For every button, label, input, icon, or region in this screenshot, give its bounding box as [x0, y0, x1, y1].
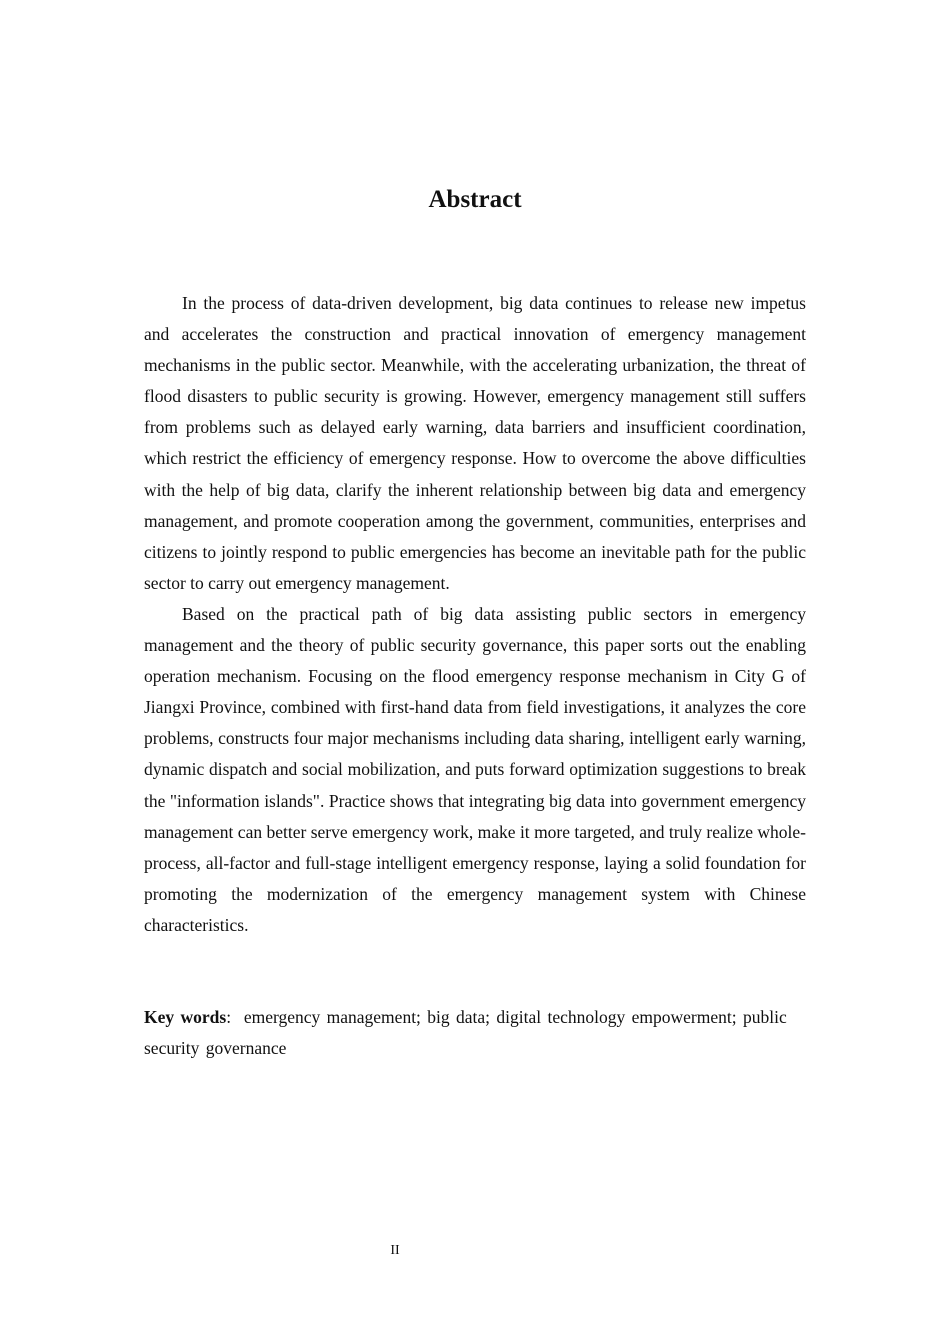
abstract-paragraph-1: In the process of data-driven development, big data continues to release new impetus and accelerates the construction and practical innovation of emergency management mechanisms in the public sector. Meanwhile, with the accelerating urbanization, the threat of flood disasters to public security is growing. However, emergency management still suffers from problems such as delayed early warning, data barriers and insufficient coordination, which restrict the efficiency of emergency response. How to overcome the above difficulties with the help of big data, clarify the inherent relationship between big data and emergency management, and promote cooperation among the government, communities, enterprises and citizens to jointly respond to public emergencies has become an inevitable path for the public sector to carry out emergency management. — [144, 293, 806, 593]
keywords-text: emergency management; big data; digital technology empowerment; public security governance — [144, 1007, 787, 1059]
keywords-label: Key words — [144, 1007, 227, 1027]
abstract-title: Abstract — [428, 186, 522, 213]
keywords-line — [144, 1002, 806, 1064]
abstract-paragraph-2: Based on the practical path of big data assisting public sectors in emergency management and the theory of public security governance, this paper sorts out the enabling operation mechanism. Focusing on the flood emergency response mechanism in City G of Jiangxi Province, combined with first-hand data from field investigations, it analyzes the core problems, constructs four major mechanisms including data sharing, intelligent early warning, dynamic dispatch and social mobilization, and puts forward optimization suggestions to break the "information islands". Practice shows that integrating big data into government emergency management can better serve emergency work, make it more targeted, and truly realize whole-process, all-factor and full-stage intelligent emergency response, laying a solid foundation for promoting the modernization of the emergency management system with Chinese characteristics. — [144, 603, 806, 935]
page-number: II — [390, 1243, 400, 1258]
keywords-separator: : — [226, 1007, 232, 1027]
abstract-body — [144, 288, 806, 941]
